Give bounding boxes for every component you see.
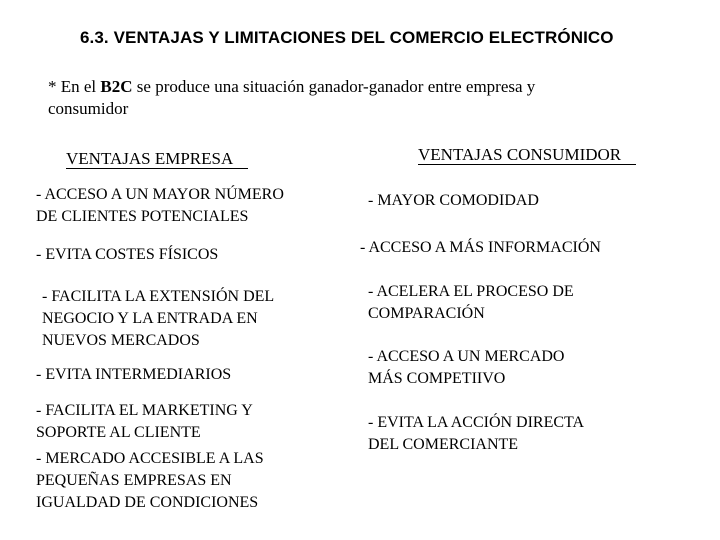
consumidor-item: - ACCESO A UN MERCADO MÁS COMPETIIVO: [368, 348, 565, 387]
intro-suffix: se produce una situación ganador-ganador entre empresa y consumidor: [48, 77, 536, 118]
intro-prefix: * En el: [48, 77, 101, 96]
empresa-item: - EVITA COSTES FÍSICOS: [36, 246, 219, 263]
empresa-heading-underline: [66, 168, 248, 169]
consumidor-heading: VENTAJAS CONSUMIDOR: [418, 145, 622, 164]
consumidor-item: - MAYOR COMODIDAD: [368, 192, 539, 209]
consumidor-item: - EVITA LA ACCIÓN DIRECTA DEL COMERCIANTE: [368, 414, 585, 453]
consumidor-heading-underline: [418, 164, 636, 165]
intro-b2c: B2C: [100, 77, 133, 96]
intro-text: [48, 76, 608, 120]
empresa-item: - EVITA INTERMEDIARIOS: [36, 366, 232, 383]
empresa-item: - MERCADO ACCESIBLE A LAS PEQUEÑAS EMPRESAS EN IGUALDAD DE CONDICIONES: [36, 450, 264, 511]
empresa-item: - ACCESO A UN MAYOR NÚMERO DE CLIENTES POTENCIALES: [36, 186, 284, 225]
slide-title: 6.3. VENTAJAS Y LIMITACIONES DEL COMERCIO ELECTRÓNICO: [80, 28, 614, 47]
consumidor-item: - ACCESO A MÁS INFORMACIÓN: [360, 239, 601, 256]
empresa-item: - FACILITA LA EXTENSIÓN DEL NEGOCIO Y LA ENTRADA EN NUEVOS MERCADOS: [42, 288, 275, 349]
consumidor-item: - ACELERA EL PROCESO DE COMPARACIÓN: [368, 283, 574, 322]
empresa-heading: VENTAJAS EMPRESA: [66, 149, 234, 168]
empresa-item: - FACILITA EL MARKETING Y SOPORTE AL CLIENTE: [36, 402, 253, 441]
